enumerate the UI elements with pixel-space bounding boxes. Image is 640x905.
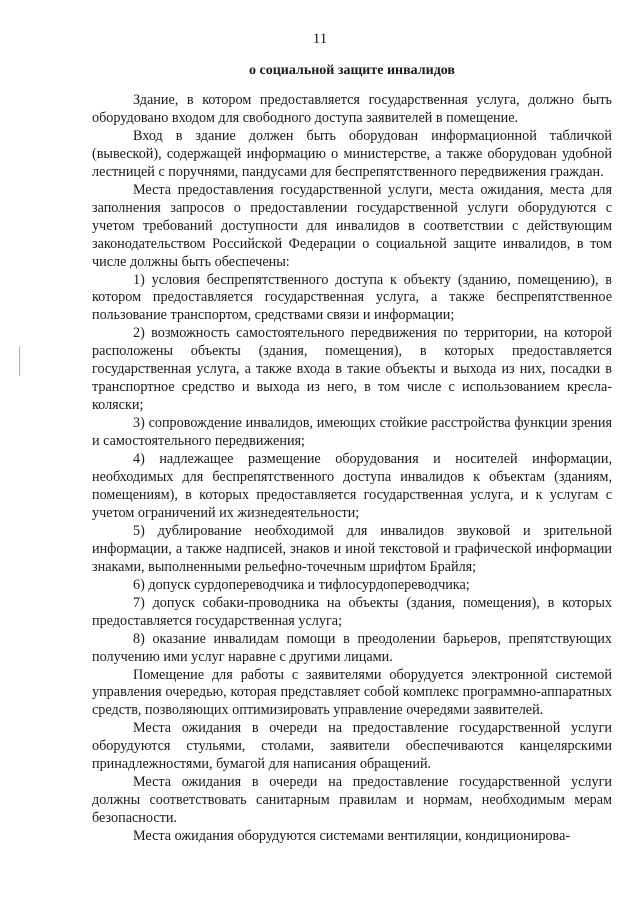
list-item: 1) условия беспрепятственного доступа к объекту (зданию, помещению), в котором предоставляется государственная услуга, а также беспрепятственное пользование транспортом, средствами связи и информации;: [92, 271, 612, 324]
paragraph: Места ожидания оборудуются системами вентиляции, кондиционирова-: [133, 828, 571, 845]
paragraph: Места предоставления государственной услуги, места ожидания, места для заполнения запросов о предоставлении государственной услуги оборудуются с учетом требований доступности для инвалидов в соответствии с действующим законодательством Российской Федерации о социальной защите инвалидов, в том числе должны быть обеспечены:: [92, 181, 612, 270]
paragraph: Вход в здание должен быть оборудован информационной табличкой (вывеской), содержащей информацию о министерстве, а также оборудован удобной лестницей с поручнями, пандусами для беспрепятственного передвижения граждан.: [92, 127, 612, 180]
list-item: 7) допуск собаки-проводника на объекты (здания, помещения), в которых предоставляется государственная услуга;: [92, 594, 612, 629]
list-item: 5) дублирование необходимой для инвалидов звуковой и зрительной информации, а также надписей, знаков и иной текстовой и графической информации знаками, выполненными рельефно-точечным шрифтом Брайля;: [92, 522, 612, 575]
list-item: 6) допуск сурдопереводчика и тифлосурдопереводчика;: [133, 576, 470, 593]
margin-mark: [19, 346, 20, 376]
paragraph: Здание, в котором предоставляется государственная услуга, должно быть оборудовано входом для свободного доступа заявителей в помещение.: [92, 92, 612, 126]
document-body: [92, 92, 612, 846]
list-item: 3) сопровождение инвалидов, имеющих стойкие расстройства функции зрения и самостоятельного передвижения;: [92, 415, 612, 450]
paragraph: Помещение для работы с заявителями оборудуется электронной системой управления очередью, которая представляет собой комплекс программно-аппаратных средств, позволяющих оптимизировать управление очередями заявителей.: [92, 666, 612, 719]
section-title: о социальной защите инвалидов: [249, 63, 455, 78]
list-item: 2) возможность самостоятельного передвижения по территории, на которой расположены объекты (здания, помещения), в которых предоставляется государственная услуга, а также входа в такие объекты и выхода из них, посадки в транспортное средство и выхода из него, в том числе с использованием кресла-коляски;: [92, 325, 612, 414]
paragraph: Места ожидания в очереди на предоставление государственной услуги оборудуются стульями, столами, заявители обеспечиваются канцелярскими принадлежностями, бумагой для написания обращений.: [92, 720, 612, 773]
page-number: 11: [312, 31, 328, 47]
list-item: 8) оказание инвалидам помощи в преодолении барьеров, препятствующих получению ими услуг наравне с другими лицами.: [92, 630, 612, 665]
list-item: 4) надлежащее размещение оборудования и носителей информации, необходимых для беспрепятственного доступа инвалидов к объектам (зданиям, помещениям), в которых предоставляется государственная услуга, и к услугам с учетом ограничений их жизнедеятельности;: [92, 451, 612, 521]
paragraph: Места ожидания в очереди на предоставление государственной услуги должны соответствовать санитарным правилам и нормам, необходимым мерам безопасности.: [92, 774, 612, 827]
